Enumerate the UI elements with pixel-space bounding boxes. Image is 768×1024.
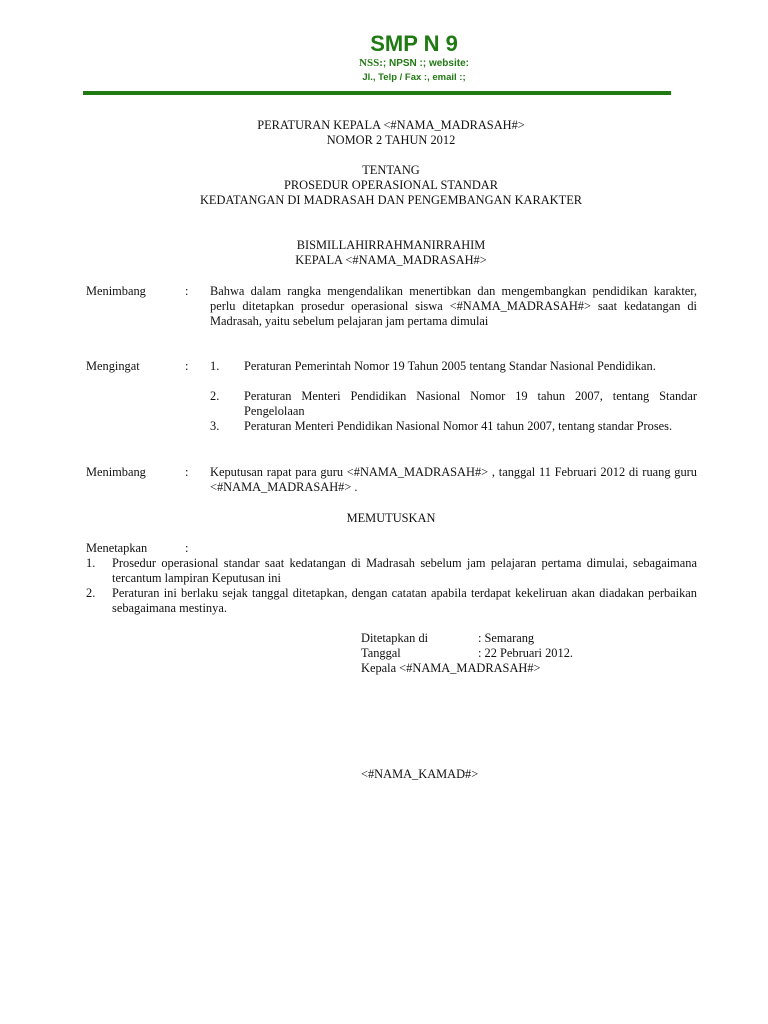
menetapkan-item-text: Peraturan ini berlaku sejak tanggal ditetapkan, dengan catatan apabila terdapat kekeliruan akan diadakan perbaikan sebagaimana mestinya. — [112, 586, 697, 615]
menetapkan-colon: : — [185, 541, 189, 555]
menimbang-label: Menimbang — [86, 284, 146, 298]
signature-place-value: : Semarang — [478, 631, 535, 645]
menimbang-colon: : — [185, 465, 189, 479]
school-name: SMP N 9 — [370, 31, 458, 56]
letterhead-divider — [83, 91, 671, 95]
title-subject-detail: KEDATANGAN DI MADRASAH DAN PENGEMBANGAN KARAKTER — [199, 193, 583, 207]
mengingat-item-text: Peraturan Menteri Pendidikan Nasional Nomor 41 tahun 2007, tentang standar Proses. — [244, 419, 673, 433]
menetapkan-item-number: 2. — [86, 586, 96, 600]
signature-place-label: Ditetapkan di — [361, 631, 429, 645]
menetapkan-item-text: Prosedur operasional standar saat kedatangan di Madrasah sebelum jam pelajaran pertama dimulai, sebagaimana tercantum lampiran Keputusan ini — [112, 556, 697, 585]
mengingat-label: Mengingat — [86, 359, 140, 373]
menimbang-text: Keputusan rapat para guru <#NAMA_MADRASAH#> , tanggal 11 Februari 2012 di ruang guru <#NAMA_MADRASAH#> . — [210, 465, 697, 494]
mengingat-item-number: 1. — [210, 359, 220, 373]
mengingat-item-text: Peraturan Menteri Pendidikan Nasional Nomor 19 tahun 2007, tentang Standar Pengelolaan — [244, 389, 697, 418]
title-tentang: TENTANG — [362, 163, 420, 177]
school-address: Jl., Telp / Fax :, email :; — [362, 72, 466, 83]
mengingat-colon: : — [185, 359, 189, 373]
memutuskan-heading: MEMUTUSKAN — [346, 511, 436, 525]
mengingat-item-number: 2. — [210, 389, 220, 403]
menimbang-label: Menimbang — [86, 465, 146, 479]
menetapkan-item-number: 1. — [86, 556, 96, 570]
mengingat-item-text: Peraturan Pemerintah Nomor 19 Tahun 2005 tentang Standar Nasional Pendidikan. — [244, 359, 656, 373]
menimbang-text: Bahwa dalam rangka mengendalikan menertibkan dan mengembangkan pendidikan karakter, perlu ditetapkan prosedur operasional siswa <#NAMA_MADRASAH#> saat kedatangan di Madrasah, yaitu sebelum pelajaran jam pertama dimulai — [210, 284, 697, 328]
signature-date-value: : 22 Pebruari 2012. — [478, 646, 573, 660]
basmalah: BISMILLAHIRRAHMANIRRAHIM — [296, 238, 486, 252]
school-identifiers — [0, 57, 768, 70]
title-number: NOMOR 2 TAHUN 2012 — [326, 133, 456, 147]
title-subject: PROSEDUR OPERASIONAL STANDAR — [283, 178, 499, 192]
npsn-website: ; NPSN :; website: — [382, 58, 469, 69]
signature-role: Kepala <#NAMA_MADRASAH#> — [361, 661, 541, 675]
signature-date-label: Tanggal — [361, 646, 401, 660]
signatory-name: <#NAMA_KAMAD#> — [361, 767, 479, 781]
menetapkan-label: Menetapkan — [86, 541, 148, 555]
menimbang-colon: : — [185, 284, 189, 298]
nss-label: NSS: — [359, 57, 383, 69]
issuer-heading: KEPALA <#NAMA_MADRASAH#> — [295, 253, 487, 267]
title-regulation: PERATURAN KEPALA <#NAMA_MADRASAH#> — [257, 118, 525, 132]
mengingat-item-number: 3. — [210, 419, 220, 433]
